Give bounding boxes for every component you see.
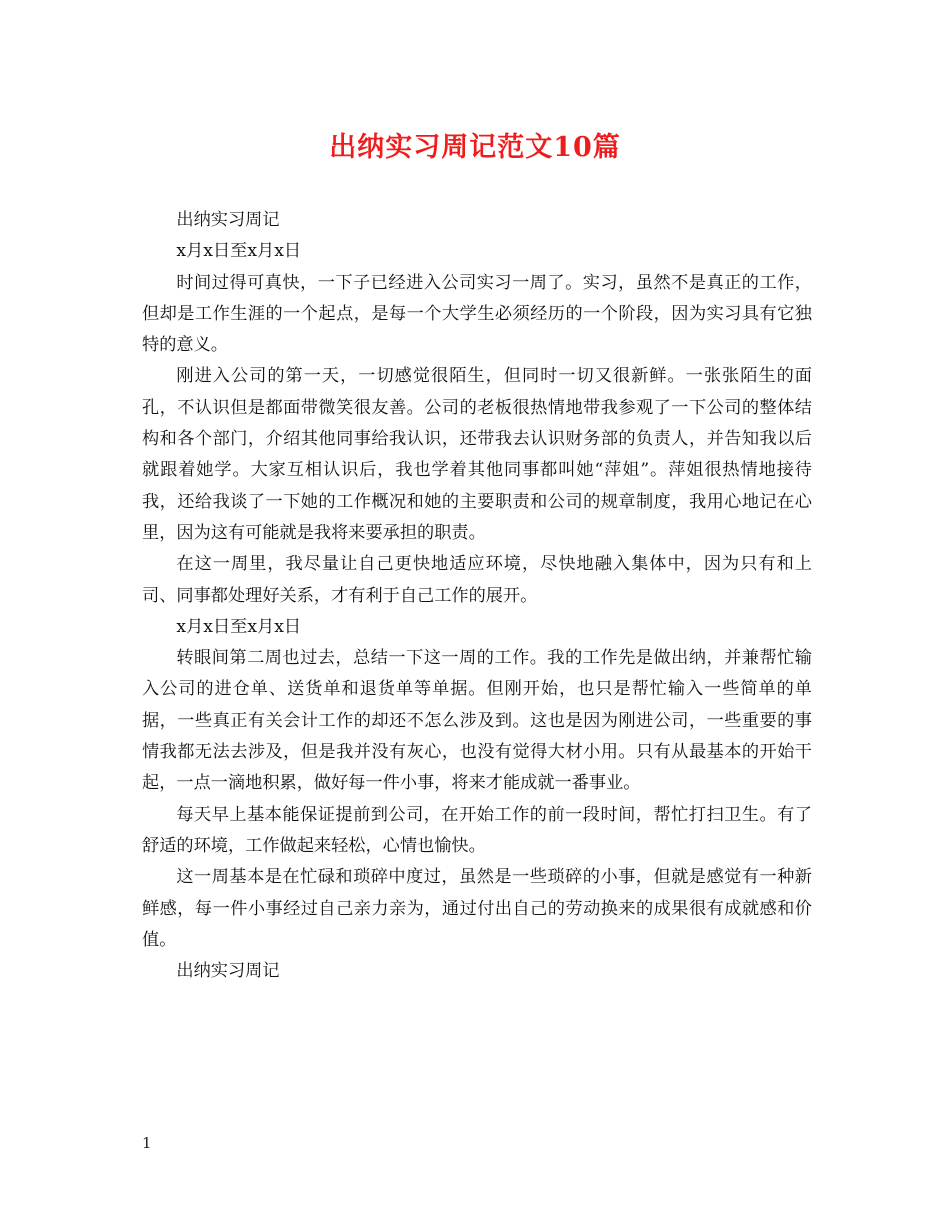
paragraph-heading-1: 出纳实习周记 bbox=[176, 210, 280, 230]
paragraph: 时间过得可真快，一下子已经进入公司实习一周了。实习，虽然不是真正的工作，但却是工作生涯的一个起点，是每一个大学生必须经历的一个阶段，因为实习具有它独特的意义。 bbox=[142, 272, 812, 356]
paragraph: 这一周基本是在忙碌和琐碎中度过，虽然是一些琐碎的小事，但就是感觉有一种新鲜感，每一件小事经过自己亲力亲为，通过付出自己的劳动换来的成果很有成就感和价值。 bbox=[142, 867, 812, 950]
document-title: 出纳实习周记范文10篇 bbox=[329, 132, 621, 163]
page-number: 1 bbox=[142, 1134, 152, 1152]
paragraph: 刚进入公司的第一天，一切感觉很陌生，但同时一切又很新鲜。一张张陌生的面孔，不认识但是都面带微笑很友善。公司的老板很热情地带我参观了一下公司的整体结构和各个部门，介绍其他同事给我认识，还带我去认识财务部的负责人，并告知我以后就跟着她学。大家互相认识后，我也学着其他同事都叫她“萍姐”。萍姐很热情地接待我，还给我谈了一下她的工作概况和她的主要职责和公司的规章制度，我用心地记在心里，因为这有可能就是我将来要承担的职责。 bbox=[142, 366, 812, 543]
paragraph: 在这一周里，我尽量让自己更快地适应环境，尽快地融入集体中，因为只有和上司、同事都处理好关系，才有利于自己工作的展开。 bbox=[142, 554, 812, 606]
paragraph: 转眼间第二周也过去，总结一下这一周的工作。我的工作先是做出纳，并兼帮忙输入公司的进仓单、送货单和退货单等单据。但刚开始，也只是帮忙输入一些简单的单据，一些真正有关会计工作的却还不怎么涉及到。这也是因为刚进公司，一些重要的事情我都无法去涉及，但是我并没有灰心，也没有觉得大材小用。只有从最基本的开始干起，一点一滴地积累，做好每一件小事，将来才能成就一番事业。 bbox=[142, 648, 812, 794]
paragraph: 每天早上基本能保证提前到公司，在开始工作的前一段时间，帮忙打扫卫生。有了舒适的环境，工作做起来轻松，心情也愉快。 bbox=[142, 804, 812, 856]
paragraph-date-range-1: x月x日至x月x日 bbox=[176, 241, 302, 262]
paragraph-date-range-2: x月x日至x月x日 bbox=[176, 616, 302, 637]
paragraph-heading-2: 出纳实习周记 bbox=[176, 961, 280, 982]
document-body bbox=[142, 205, 812, 987]
